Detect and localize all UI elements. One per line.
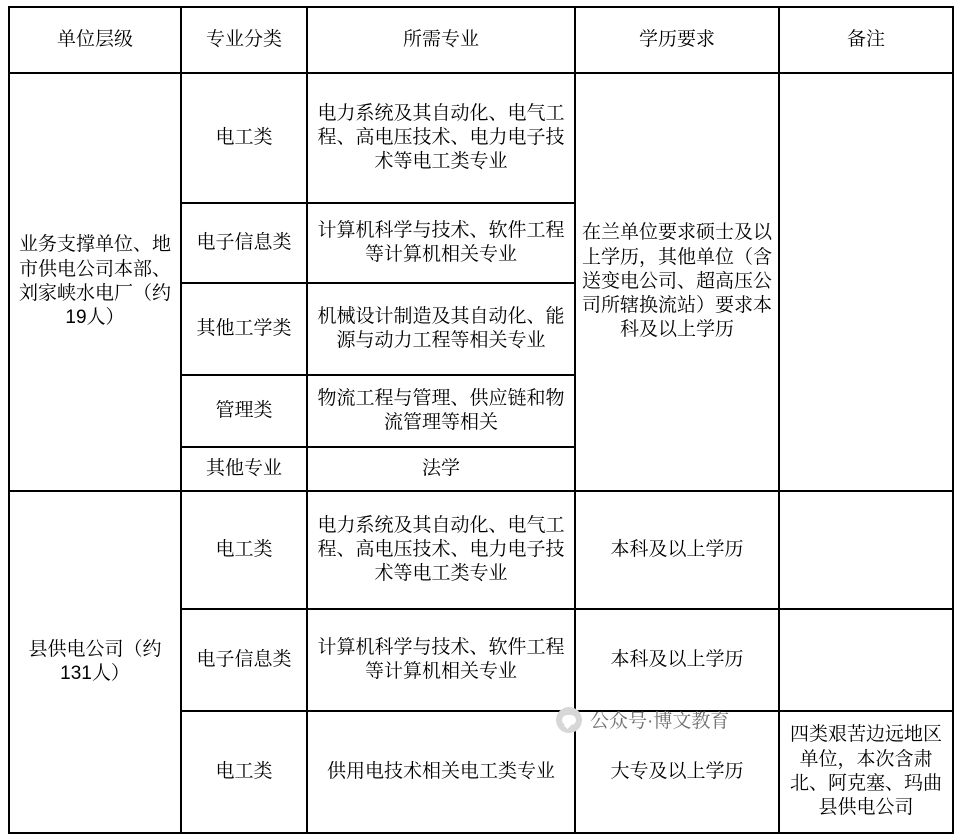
required-major-cell: 机械设计制造及其自动化、能源与动力工程等相关专业 — [307, 283, 575, 375]
column-header-unit-level: 单位层级 — [9, 7, 181, 73]
major-category-cell: 电工类 — [181, 491, 307, 609]
required-major-cell: 电力系统及其自动化、电气工程、高电压技术、电力电子技术等电工类专业 — [307, 73, 575, 203]
major-category-cell: 其他专业 — [181, 447, 307, 491]
major-category-cell: 电子信息类 — [181, 609, 307, 711]
required-major-cell: 计算机科学与技术、软件工程等计算机相关专业 — [307, 609, 575, 711]
remark-cell — [779, 73, 953, 491]
major-category-cell: 电工类 — [181, 711, 307, 833]
watermark-text: 公众号·博文教育 — [590, 711, 730, 732]
major-category-cell: 电工类 — [181, 73, 307, 203]
recruitment-requirements-table — [8, 6, 954, 834]
required-major-cell: 法学 — [307, 447, 575, 491]
required-major-cell: 计算机科学与技术、软件工程等计算机相关专业 — [307, 203, 575, 283]
major-category-cell: 管理类 — [181, 375, 307, 447]
required-major-cell: 电力系统及其自动化、电气工程、高电压技术、电力电子技术等电工类专业 — [307, 491, 575, 609]
unit-level-cell: 县供电公司（约131人） — [9, 491, 181, 833]
education-cell: 本科及以上学历 — [575, 609, 779, 711]
remark-cell — [779, 609, 953, 711]
column-header-remark: 备注 — [779, 7, 953, 73]
major-category-cell: 其他工学类 — [181, 283, 307, 375]
remark-cell — [779, 491, 953, 609]
unit-level-cell: 业务支撑单位、地市供电公司本部、刘家峡水电厂（约19人） — [9, 73, 181, 491]
table-header-row — [9, 7, 953, 73]
column-header-major-category: 专业分类 — [181, 7, 307, 73]
education-cell: 本科及以上学历 — [575, 491, 779, 609]
remark-cell: 四类艰苦边远地区单位，本次含肃北、阿克塞、玛曲县供电公司 — [779, 711, 953, 833]
column-header-required-major: 所需专业 — [307, 7, 575, 73]
table-row — [9, 73, 953, 203]
education-cell: 大专及以上学历 — [575, 711, 779, 833]
major-category-cell: 电子信息类 — [181, 203, 307, 283]
required-major-cell: 供用电技术相关电工类专业 — [307, 711, 575, 833]
column-header-education: 学历要求 — [575, 7, 779, 73]
education-cell: 在兰单位要求硕士及以上学历，其他单位（含送变电公司、超高压公司所辖换流站）要求本科及以上学历 — [575, 73, 779, 491]
required-major-cell: 物流工程与管理、供应链和物流管理等相关 — [307, 375, 575, 447]
table-row — [9, 491, 953, 609]
